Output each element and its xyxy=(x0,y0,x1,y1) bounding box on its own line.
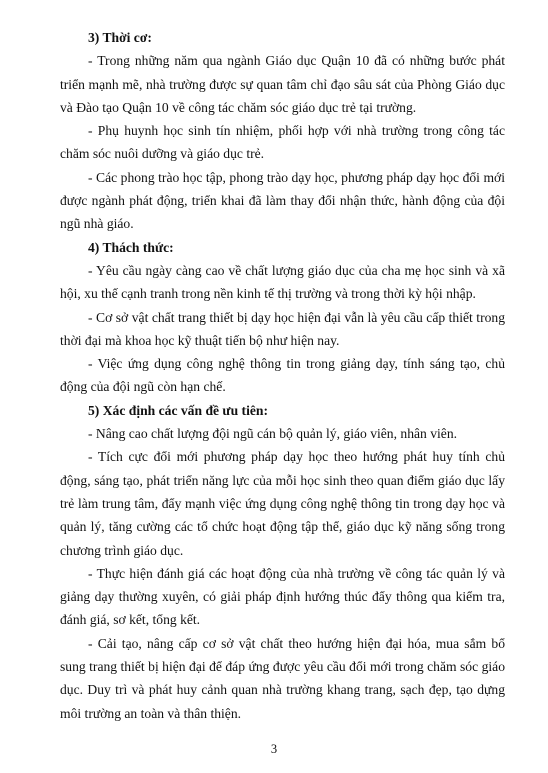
page-number: 3 xyxy=(270,742,278,756)
section-heading-priorities: 5) Xác định các vấn đề ưu tiên: xyxy=(88,402,268,418)
paragraph: - Thực hiện đánh giá các hoạt động của nhà trường về công tác quản lý và giảng dạy thường xuyên, có giải pháp định hướng thúc đẩy thông qua kiểm tra, đánh giá, sơ kết, tổng kết. xyxy=(60,565,505,628)
section-heading-challenges: 4) Thách thức: xyxy=(88,239,174,255)
paragraph: - Nâng cao chất lượng đội ngũ cán bộ quản lý, giáo viên, nhân viên. xyxy=(88,426,458,442)
paragraph: - Các phong trào học tập, phong trào dạy học, phương pháp dạy học đổi mới được ngành phát động, triển khai đã làm thay đổi nhận thức, hành động của đội ngũ nhà giáo. xyxy=(60,169,505,232)
paragraph: - Cơ sở vật chất trang thiết bị dạy học hiện đại vẫn là yêu cầu cấp thiết trong thời đại mà khoa học kỹ thuật tiến bộ như hiện nay. xyxy=(60,309,505,348)
document-page xyxy=(60,26,505,725)
paragraph: - Phụ huynh học sinh tín nhiệm, phối hợp với nhà trường trong công tác chăm sóc nuôi dưỡng và giáo dục trẻ. xyxy=(60,123,505,162)
section-heading-opportunities: 3) Thời cơ: xyxy=(88,30,152,45)
paragraph: - Trong những năm qua ngành Giáo dục Quận 10 đã có những bước phát triển mạnh mẽ, nhà trường được sự quan tâm chỉ đạo sâu sát của Phòng Giáo dục và Đào tạo Quận 10 về công tác chăm sóc giáo dục trẻ tại trường. xyxy=(60,53,505,115)
paragraph: - Cải tạo, nâng cấp cơ sở vật chất theo hướng hiện đại hóa, mua sắm bổ sung trang thiết bị hiện đại để đáp ứng được yêu cầu đổi mới trong chăm sóc giáo dục. Duy trì và phát huy cảnh quan nhà trường khang trang, sạch đẹp, tạo dựng môi trường an toàn và thân thiện. xyxy=(60,635,505,721)
paragraph: - Việc ứng dụng công nghệ thông tin trong giảng dạy, tính sáng tạo, chủ động của đội ngũ còn hạn chế. xyxy=(60,356,505,395)
paragraph: - Yêu cầu ngày càng cao về chất lượng giáo dục của cha mẹ học sinh và xã hội, xu thế cạnh tranh trong nền kinh tế thị trường và trong thời kỳ hội nhập. xyxy=(60,262,505,302)
paragraph: - Tích cực đổi mới phương pháp dạy học theo hướng phát huy tính chủ động, sáng tạo, phát triển năng lực của mỗi học sinh theo quan điểm giáo dục lấy trẻ làm trung tâm, đẩy mạnh việc ứng dụng công nghệ thông tin trong dạy học và quản lý, tăng cường các tổ chức hoạt động tập thể, giáo dục kỹ năng sống trong chương trình giáo dục. xyxy=(60,449,505,558)
